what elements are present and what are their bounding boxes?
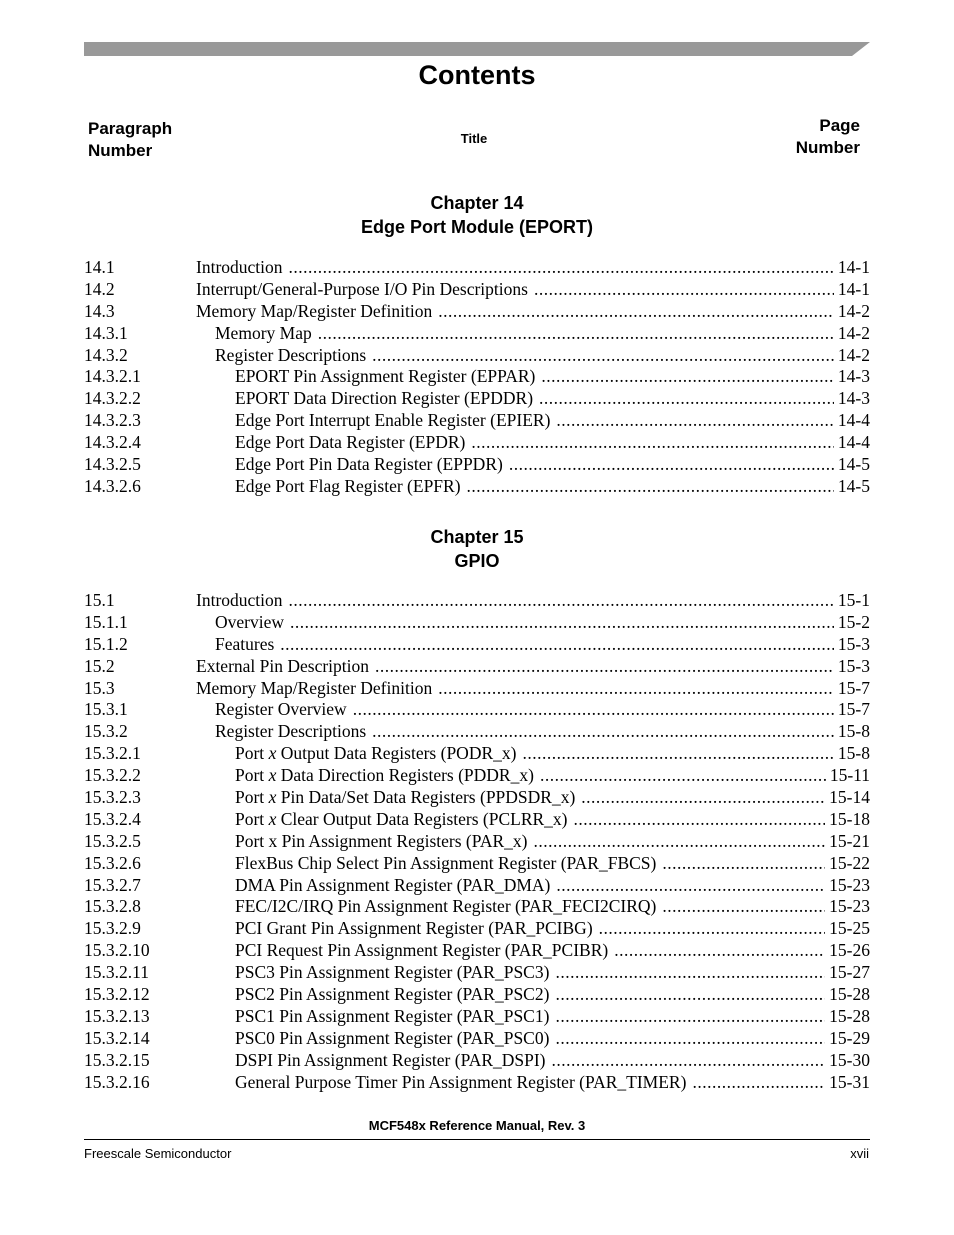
dot-leader <box>522 743 833 765</box>
entry-line <box>215 345 870 367</box>
dot-leader <box>318 323 834 345</box>
section-page: 14-2 <box>837 300 870 321</box>
page-title: Contents <box>418 60 536 90</box>
section-page: 15-1 <box>837 590 870 610</box>
section-number: 14.3.2.5 <box>84 454 141 475</box>
section-page: 15-23 <box>829 874 870 895</box>
toc-entry[interactable] <box>84 743 870 765</box>
entry-line <box>235 1028 870 1050</box>
section-number: 15.3.2.15 <box>84 1049 150 1070</box>
section-number: 15.3.2.13 <box>84 1005 150 1026</box>
manual-title: MCF548x Reference Manual, Rev. 3 <box>368 1118 586 1133</box>
section-page: 14-1 <box>837 278 870 299</box>
entry-line <box>215 721 870 743</box>
section-title: Memory Map/Register Definition <box>196 677 433 698</box>
entry-line <box>215 634 870 656</box>
dot-leader <box>555 1028 825 1050</box>
section-number: 14.3.2.3 <box>84 410 141 431</box>
section-page: 14-4 <box>837 432 870 453</box>
section-page: 15-31 <box>829 1071 870 1092</box>
section-page: 15-3 <box>837 633 870 654</box>
section-page: 14-5 <box>837 475 870 496</box>
section-title: Edge Port Flag Register (EPFR) <box>235 475 461 496</box>
toc-entry[interactable] <box>84 301 870 323</box>
entry-line <box>235 1006 870 1028</box>
section-title: FEC/I2C/IRQ Pin Assignment Register (PAR_FECI2CIRQ) <box>235 896 657 917</box>
entry-line <box>235 875 870 897</box>
toc-entry[interactable] <box>84 388 870 410</box>
section-number: 15.1.2 <box>84 633 128 654</box>
entry-line <box>196 590 870 612</box>
toc-entry[interactable] <box>84 1006 870 1028</box>
dot-leader <box>353 699 834 721</box>
toc-entry[interactable] <box>84 853 870 875</box>
section-page: 15-11 <box>829 765 870 786</box>
entry-line <box>235 918 870 940</box>
dot-leader <box>541 366 834 388</box>
dot-leader <box>692 1072 825 1094</box>
section-title: Edge Port Pin Data Register (EPPDR) <box>235 454 503 475</box>
section-title: PCI Grant Pin Assignment Register (PAR_PCIBG) <box>235 918 593 939</box>
section-page: 15-3 <box>837 655 870 676</box>
section-title: PCI Request Pin Assignment Register (PAR_PCIBR) <box>235 940 609 961</box>
toc-list <box>84 257 870 498</box>
section-number: 15.3.2.3 <box>84 787 141 808</box>
entry-line <box>235 388 870 410</box>
section-page: 15-28 <box>829 1005 870 1026</box>
section-number: 15.3.1 <box>84 699 128 720</box>
section-number: 15.1 <box>84 590 115 610</box>
entry-line <box>235 896 870 918</box>
toc-entry[interactable] <box>84 1050 870 1072</box>
section-number: 14.3.2.2 <box>84 388 141 409</box>
section-title: PSC0 Pin Assignment Register (PAR_PSC0) <box>235 1027 550 1048</box>
page-number: xvii <box>850 1146 869 1161</box>
section-page: 15-26 <box>829 940 870 961</box>
dot-leader <box>540 765 826 787</box>
toc-entry[interactable] <box>84 918 870 940</box>
section-number: 15.3.2.14 <box>84 1027 150 1048</box>
chapter-heading <box>0 191 954 239</box>
section-page: 14-2 <box>837 322 870 343</box>
section-title: Edge Port Data Register (EPDR) <box>235 432 466 453</box>
entry-line <box>235 1050 870 1072</box>
section-title: Register Descriptions <box>215 721 367 742</box>
section-number: 15.3.2.1 <box>84 743 141 764</box>
section-page: 15-21 <box>829 830 870 851</box>
entry-line <box>196 257 870 279</box>
section-page: 15-18 <box>829 808 870 829</box>
section-number: 15.3.2.16 <box>84 1071 150 1092</box>
section-title: Overview <box>215 611 285 632</box>
chapter-title: Edge Port Module (EPORT) <box>361 217 593 237</box>
section-number: 14.3.1 <box>84 322 128 343</box>
section-number: 15.3.2.9 <box>84 918 141 939</box>
toc-entry[interactable] <box>84 656 870 678</box>
entry-line <box>235 476 870 498</box>
entry-line <box>196 678 870 700</box>
section-title: PSC1 Pin Assignment Register (PAR_PSC1) <box>235 1005 550 1026</box>
entry-line <box>215 699 870 721</box>
toc-entry[interactable] <box>84 940 870 962</box>
toc-entry[interactable] <box>84 279 870 301</box>
toc-entry[interactable] <box>84 875 870 897</box>
dot-leader <box>290 612 834 634</box>
section-title: Port x Pin Assignment Registers (PAR_x) <box>235 830 528 851</box>
section-number: 15.3.2.12 <box>84 984 150 1005</box>
entry-line <box>235 410 870 432</box>
section-page: 15-27 <box>829 962 870 983</box>
section-title: Register Overview <box>215 699 347 720</box>
toc-entry[interactable] <box>84 590 870 612</box>
section-page: 15-25 <box>829 918 870 939</box>
section-number: 14.3.2.4 <box>84 432 141 453</box>
title-heading: Title <box>460 131 488 146</box>
header-bar <box>84 42 870 56</box>
dot-leader <box>372 721 834 743</box>
page-heading-line1: Page <box>819 116 860 135</box>
dot-leader <box>552 1050 826 1072</box>
dot-leader <box>581 787 825 809</box>
section-title: General Purpose Timer Pin Assignment Register (PAR_TIMER) <box>235 1071 687 1092</box>
section-page: 15-8 <box>837 743 870 764</box>
toc-entry[interactable] <box>84 345 870 367</box>
entry-line <box>235 1072 870 1094</box>
toc-entry[interactable] <box>84 454 870 476</box>
dot-leader <box>574 809 826 831</box>
toc-entry[interactable] <box>84 962 870 984</box>
section-title: Introduction <box>196 257 283 277</box>
toc-entry[interactable] <box>84 323 870 345</box>
toc-entry[interactable] <box>84 612 870 634</box>
section-number: 14.3.2 <box>84 344 128 365</box>
section-title: Features <box>215 633 275 654</box>
section-number: 15.3.2.8 <box>84 896 141 917</box>
toc-entry[interactable] <box>84 1072 870 1094</box>
section-page: 14-1 <box>837 257 870 277</box>
dot-leader <box>556 410 834 432</box>
toc-entry[interactable] <box>84 257 870 279</box>
section-title: Memory Map <box>215 322 312 343</box>
section-page: 14-3 <box>837 388 870 409</box>
dot-leader <box>555 984 825 1006</box>
dot-leader <box>662 896 825 918</box>
dot-leader <box>375 656 834 678</box>
section-page: 14-3 <box>837 366 870 387</box>
section-page: 15-29 <box>829 1027 870 1048</box>
entry-line <box>235 853 870 875</box>
footer-divider <box>84 1139 870 1140</box>
section-title: Memory Map/Register Definition <box>196 300 433 321</box>
entry-line <box>235 962 870 984</box>
page-heading-line2: Number <box>795 138 860 157</box>
toc-entry[interactable] <box>84 984 870 1006</box>
section-page: 15-28 <box>829 984 870 1005</box>
toc-entry[interactable] <box>84 366 870 388</box>
dot-leader <box>555 1006 825 1028</box>
toc-entry[interactable] <box>84 410 870 432</box>
company-name: Freescale Semiconductor <box>84 1146 232 1161</box>
section-number: 14.1 <box>84 257 115 277</box>
toc-entry[interactable] <box>84 809 870 831</box>
entry-line <box>235 787 870 809</box>
section-page: 15-23 <box>829 896 870 917</box>
dot-leader <box>467 476 834 498</box>
dot-leader <box>509 454 834 476</box>
dot-leader <box>539 388 834 410</box>
toc-entry[interactable] <box>84 476 870 498</box>
dot-leader <box>534 831 826 853</box>
chapter-title: GPIO <box>454 551 500 571</box>
section-title: Port x Data Direction Registers (PDDR_x) <box>235 765 534 786</box>
dot-leader <box>289 257 834 279</box>
section-page: 15-2 <box>837 611 870 632</box>
section-page: 15-30 <box>829 1049 870 1070</box>
section-number: 15.3.2.5 <box>84 830 141 851</box>
section-title: External Pin Description <box>196 655 370 676</box>
toc-entry[interactable] <box>84 896 870 918</box>
section-title: Edge Port Interrupt Enable Register (EPIER) <box>235 410 551 431</box>
section-page: 15-22 <box>829 852 870 873</box>
paragraph-heading-line1: Paragraph <box>88 119 173 138</box>
section-number: 15.3.2 <box>84 721 128 742</box>
section-title: PSC3 Pin Assignment Register (PAR_PSC3) <box>235 962 550 983</box>
section-title: PSC2 Pin Assignment Register (PAR_PSC2) <box>235 984 550 1005</box>
section-title: Port x Output Data Registers (PODR_x) <box>235 743 517 764</box>
section-page: 15-14 <box>829 787 870 808</box>
section-title: Register Descriptions <box>215 344 367 365</box>
dot-leader <box>534 279 834 301</box>
section-number: 15.3 <box>84 677 115 698</box>
section-page: 15-7 <box>837 677 870 698</box>
entry-line <box>215 612 870 634</box>
entry-line <box>235 432 870 454</box>
section-title: Port x Pin Data/Set Data Registers (PPDSDR_x) <box>235 787 576 808</box>
toc-entry[interactable] <box>84 787 870 809</box>
section-title: EPORT Pin Assignment Register (EPPAR) <box>235 366 536 387</box>
page-number-heading <box>796 115 860 159</box>
section-title: Port x Clear Output Data Registers (PCLRR_x) <box>235 808 568 829</box>
entry-line <box>215 323 870 345</box>
dot-leader <box>289 590 834 612</box>
dot-leader <box>599 918 826 940</box>
toc-entry[interactable] <box>84 765 870 787</box>
entry-line <box>196 279 870 301</box>
toc-entry[interactable] <box>84 699 870 721</box>
dot-leader <box>438 301 834 323</box>
section-number: 15.1.1 <box>84 611 128 632</box>
section-page: 15-7 <box>837 699 870 720</box>
section-number: 15.3.2.2 <box>84 765 141 786</box>
section-number: 15.3.2.4 <box>84 808 141 829</box>
section-number: 15.3.2.11 <box>84 962 149 983</box>
chapter-label: Chapter 14 <box>430 193 524 213</box>
section-title: Introduction <box>196 590 283 610</box>
toc-entry[interactable] <box>84 432 870 454</box>
entry-line <box>235 984 870 1006</box>
toc-list <box>84 590 870 1093</box>
dot-leader <box>471 432 834 454</box>
entry-line <box>235 743 870 765</box>
toc-entry[interactable] <box>84 634 870 656</box>
dot-leader <box>438 678 834 700</box>
section-number: 14.3.2.6 <box>84 475 141 496</box>
section-page: 14-4 <box>837 410 870 431</box>
dot-leader <box>555 962 825 984</box>
toc-entry[interactable] <box>84 1028 870 1050</box>
entry-line <box>235 940 870 962</box>
section-title: DMA Pin Assignment Register (PAR_DMA) <box>235 874 551 895</box>
chapter-label: Chapter 15 <box>430 527 524 547</box>
section-number: 15.3.2.6 <box>84 852 141 873</box>
toc-entry[interactable] <box>84 831 870 853</box>
section-page: 14-5 <box>837 454 870 475</box>
toc-entry[interactable] <box>84 721 870 743</box>
section-number: 15.3.2.10 <box>84 940 150 961</box>
section-number: 14.3.2.1 <box>84 366 141 387</box>
section-title: DSPI Pin Assignment Register (PAR_DSPI) <box>235 1049 546 1070</box>
section-title: FlexBus Chip Select Pin Assignment Register (PAR_FBCS) <box>235 852 657 873</box>
dot-leader <box>372 345 834 367</box>
dot-leader <box>662 853 825 875</box>
entry-line <box>235 765 870 787</box>
section-number: 14.3 <box>84 300 115 321</box>
dot-leader <box>280 634 834 656</box>
section-title: EPORT Data Direction Register (EPDDR) <box>235 388 534 409</box>
toc-entry[interactable] <box>84 678 870 700</box>
entry-line <box>196 301 870 323</box>
entry-line <box>235 366 870 388</box>
section-number: 14.2 <box>84 278 115 299</box>
section-number: 15.2 <box>84 655 115 676</box>
entry-line <box>235 809 870 831</box>
entry-line <box>235 454 870 476</box>
paragraph-heading-line2: Number <box>88 141 153 160</box>
section-page: 15-8 <box>837 721 870 742</box>
entry-line <box>196 656 870 678</box>
section-number: 15.3.2.7 <box>84 874 141 895</box>
dot-leader <box>556 875 825 897</box>
section-page: 14-2 <box>837 344 870 365</box>
chapter-heading <box>0 525 954 573</box>
section-title: Interrupt/General-Purpose I/O Pin Descriptions <box>196 278 528 299</box>
entry-line <box>235 831 870 853</box>
dot-leader <box>614 940 825 962</box>
